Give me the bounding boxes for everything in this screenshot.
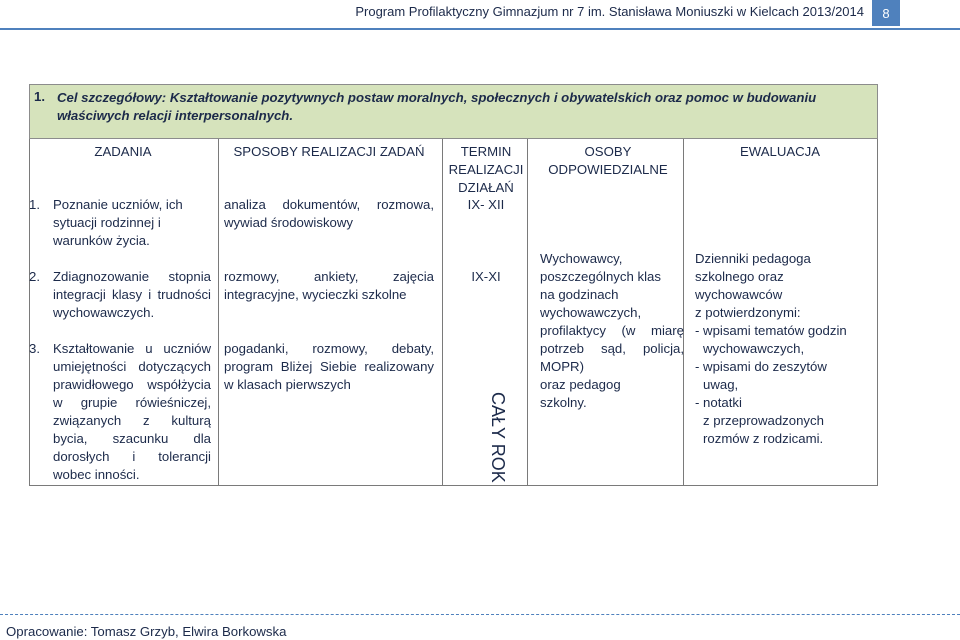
evaluation-line: wychowawczych, <box>703 341 805 356</box>
goal-text: Cel szczegółowy: Kształtowanie pozytywnych postaw moralnych, społecznych i obywatelskich oraz pomoc w budowaniu właściwych relacji interpersonalnych. <box>57 90 817 123</box>
evaluation-block <box>695 250 877 448</box>
column-divider <box>442 139 443 485</box>
responsible-line: poszczególnych klas <box>540 269 661 284</box>
evaluation-line: - wpisami tematów godzin <box>695 323 847 338</box>
column-header-termin: TERMIN REALIZACJI DZIAŁAŃ <box>448 144 524 195</box>
evaluation-line: - notatki <box>695 395 742 410</box>
task-text: Poznanie uczniów, ich sytuacji rodzinnej i warunków życia. <box>53 197 183 248</box>
responsible-line: Wychowawcy, <box>540 251 623 266</box>
task-text: Zdiagnozowanie stopnia integracji klasy i trudności wychowawczych. <box>53 269 211 320</box>
column-header-sposoby: SPOSOBY REALIZACJI ZADAŃ <box>233 144 425 159</box>
responsible-line: oraz pedagog <box>540 377 621 392</box>
method-text: rozmowy, ankiety, zajęcia integracyjne, wycieczki szkolne <box>224 269 434 302</box>
method-text: analiza dokumentów, rozmowa, wywiad środowiskowy <box>224 197 434 230</box>
page-number-badge: 8 <box>872 0 900 26</box>
task-number: 3. <box>29 341 40 356</box>
column-header-zadania: ZADANIA <box>94 144 152 159</box>
evaluation-line: wychowawców <box>695 287 783 302</box>
footer-credits: Opracowanie: Tomasz Grzyb, Elwira Borkowska <box>6 624 287 639</box>
responsible-line: szkolny. <box>540 395 587 410</box>
column-divider <box>218 139 219 485</box>
header-divider <box>0 28 960 30</box>
evaluation-line: Dzienniki pedagoga <box>695 251 811 266</box>
term-text: IX- XII <box>467 197 505 212</box>
task-item <box>29 196 211 250</box>
responsible-line: profilaktycy (w miarę <box>540 323 684 338</box>
method-text: pogadanki, rozmowy, debaty, program Bliżej Siebie realizowany w klasach pierwszych <box>224 341 434 392</box>
footer-divider <box>0 614 960 616</box>
evaluation-line: z przeprowadzonych <box>703 413 824 428</box>
responsible-line: na godzinach <box>540 287 619 302</box>
column-header-osoby: OSOBY ODPOWIEDZIALNE <box>548 144 668 177</box>
responsible-line: potrzeb sąd, policja, <box>540 341 684 356</box>
task-item <box>29 268 211 322</box>
task-item <box>29 340 211 484</box>
task-number: 1. <box>29 197 40 212</box>
goal-banner <box>29 84 878 139</box>
column-header-ewaluacja: EWALUACJA <box>739 144 821 159</box>
responsible-block <box>540 250 684 412</box>
task-number: 2. <box>29 269 40 284</box>
task-text: Kształtowanie u uczniów umiejętności dotyczących prawidłowego współżycia w grupie rówieśniczej, związanych z kulturą bycia, szacunku dla dorosłych i tolerancji wobec inności. <box>53 341 211 482</box>
term-text: IX-XI <box>471 269 501 284</box>
responsible-line: MOPR) <box>540 359 584 374</box>
evaluation-line: uwag, <box>703 377 739 392</box>
responsible-line: wychowawczych, <box>540 305 642 320</box>
header-title: Program Profilaktyczny Gimnazjum nr 7 im. Stanisława Moniuszki w Kielcach 2013/2014 <box>355 4 864 19</box>
evaluation-line: szkolnego oraz <box>695 269 784 284</box>
evaluation-line: rozmów z rodzicami. <box>703 431 824 446</box>
goal-number: 1. <box>34 89 45 104</box>
column-divider <box>527 139 528 485</box>
evaluation-line: - wpisami do zeszytów <box>695 359 827 374</box>
evaluation-line: z potwierdzonymi: <box>695 305 801 320</box>
term-text-vertical: CAŁY ROK <box>488 392 508 483</box>
